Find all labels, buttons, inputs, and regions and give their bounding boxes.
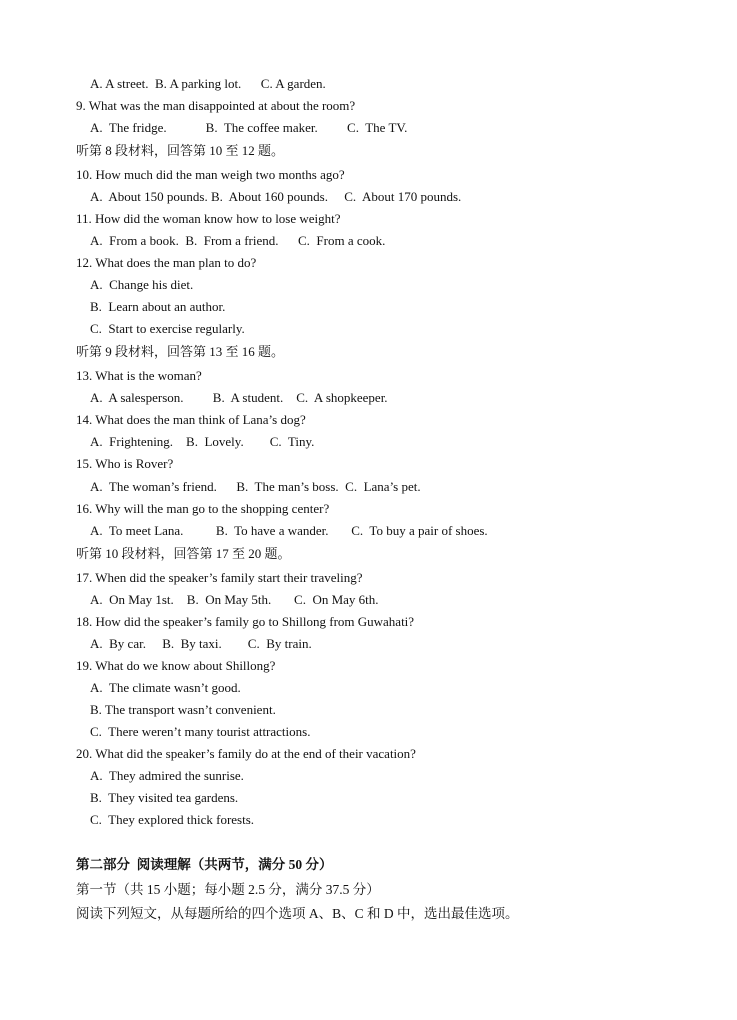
question-13: 13. What is the woman? bbox=[76, 368, 202, 383]
question-12: 12. What does the man plan to do? bbox=[76, 255, 257, 270]
section-one-heading: 第一节（共 15 小题；每小题 2.5 分，满分 37.5 分） bbox=[76, 882, 380, 897]
q13-options: A. A salesperson. B. A student. C. A shopkeeper. bbox=[90, 390, 388, 405]
part-two-heading: 第二部分 阅读理解（共两节，满分 50 分） bbox=[76, 857, 333, 872]
q12-option-c: C. Start to exercise regularly. bbox=[90, 321, 245, 336]
q11-options: A. From a book. B. From a friend. C. From a cook. bbox=[90, 233, 386, 248]
q9-options: A. The fridge. B. The coffee maker. C. The TV. bbox=[90, 120, 408, 135]
reading-instruction: 阅读下列短文，从每题所给的四个选项 A、B、C 和 D 中，选出最佳选项。 bbox=[76, 906, 519, 921]
q12-option-b: B. Learn about an author. bbox=[90, 299, 226, 314]
q17-options: A. On May 1st. B. On May 5th. C. On May 6th. bbox=[90, 592, 379, 607]
q19-option-a: A. The climate wasn’t good. bbox=[90, 680, 241, 695]
q16-options: A. To meet Lana. B. To have a wander. C. To buy a pair of shoes. bbox=[90, 523, 488, 538]
q19-option-b: B. The transport wasn’t convenient. bbox=[90, 702, 276, 717]
q20-option-a: A. They admired the sunrise. bbox=[90, 768, 244, 783]
question-17: 17. When did the speaker’s family start their traveling? bbox=[76, 570, 363, 585]
q12-option-a: A. Change his diet. bbox=[90, 277, 194, 292]
section-instruction-10: 听第 10 段材料，回答第 17 至 20 题。 bbox=[76, 546, 291, 561]
q15-options: A. The woman’s friend. B. The man’s boss. C. Lana’s pet. bbox=[90, 479, 421, 494]
question-9: 9. What was the man disappointed at about the room? bbox=[76, 98, 356, 113]
section-instruction-8: 听第 8 段材料，回答第 10 至 12 题。 bbox=[76, 143, 285, 158]
question-11: 11. How did the woman know how to lose weight? bbox=[76, 211, 341, 226]
question-20: 20. What did the speaker’s family do at the end of their vacation? bbox=[76, 746, 416, 761]
q8-options: A. A street. B. A parking lot. C. A garden. bbox=[90, 76, 326, 91]
question-14: 14. What does the man think of Lana’s dog? bbox=[76, 412, 306, 427]
q19-option-c: C. There weren’t many tourist attractions. bbox=[90, 724, 311, 739]
question-10: 10. How much did the man weigh two months ago? bbox=[76, 167, 345, 182]
section-instruction-9: 听第 9 段材料，回答第 13 至 16 题。 bbox=[76, 344, 285, 359]
q20-option-c: C. They explored thick forests. bbox=[90, 812, 255, 827]
question-16: 16. Why will the man go to the shopping center? bbox=[76, 501, 330, 516]
question-18: 18. How did the speaker’s family go to Shillong from Guwahati? bbox=[76, 614, 415, 629]
question-15: 15. Who is Rover? bbox=[76, 456, 174, 471]
q14-options: A. Frightening. B. Lovely. C. Tiny. bbox=[90, 434, 315, 449]
question-19: 19. What do we know about Shillong? bbox=[76, 658, 276, 673]
q20-option-b: B. They visited tea gardens. bbox=[90, 790, 239, 805]
q18-options: A. By car. B. By taxi. C. By train. bbox=[90, 636, 312, 651]
q10-options: A. About 150 pounds. B. About 160 pounds. C. About 170 pounds. bbox=[90, 189, 462, 204]
